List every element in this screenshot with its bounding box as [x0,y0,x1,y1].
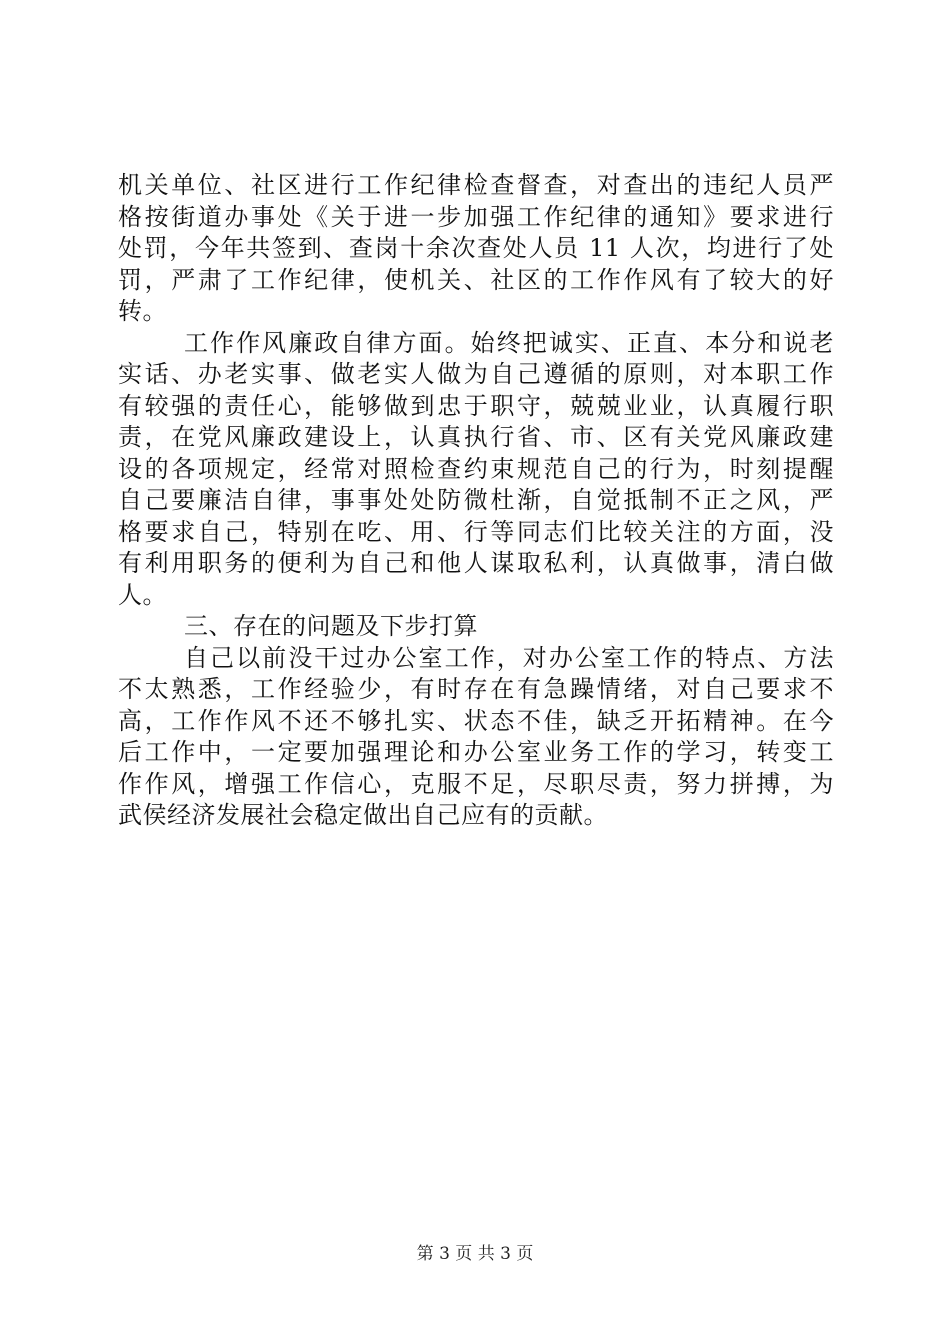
document-body [118,170,834,832]
text-line: 处罚，今年共签到、查岗十余次查处人员 11 人次，均进行了处 [118,234,834,262]
text-line: 后工作中，一定要加强理论和办公室业务工作的学习，转变工 [118,738,834,766]
text-line: 机关单位、社区进行工作纪律检查督查，对查出的违纪人员严 [118,171,834,199]
text-line: 设的各项规定，经常对照检查约束规范自己的行为，时刻提醒 [118,454,834,483]
text-line: 工作作风廉政自律方面。始终把诚实、正直、本分和说老 [184,328,834,357]
text-line: 格要求自己，特别在吃、用、行等同志们比较关注的方面，没 [118,517,834,546]
text-line: 高，工作作风不还不够扎实、状态不佳，缺乏开拓精神。在今 [118,706,834,735]
text-line: 人。 [118,580,167,609]
page-number-footer: 第 3 页 共 3 页 [416,1244,534,1264]
text-line: 罚，严肃了工作纪律，使机关、社区的工作作风有了较大的好 [118,265,834,294]
text-line: 有利用职务的便利为自己和他人谋取私利，认真做事，清白做 [118,549,834,577]
section-heading [118,611,834,643]
text-line: 作作风，增强工作信心，克服不足，尽职尽责，努力拼搏，为 [118,769,834,798]
text-line: 不太熟悉，工作经验少，有时存在有急躁情绪，对自己要求不 [118,675,834,703]
heading-text: 三、存在的问题及下步打算 [184,612,478,640]
text-line: 武侯经济发展社会稳定做出自己应有的贡献。 [118,801,608,829]
paragraph [118,170,834,328]
text-line: 自己以前没干过办公室工作，对办公室工作的特点、方法 [184,643,834,672]
paragraph [118,328,834,612]
text-line: 责，在党风廉政建设上，认真执行省、市、区有关党风廉政建 [118,423,834,451]
text-line: 转。 [118,297,167,325]
text-line: 实话、办老实事、做老实人做为自己遵循的原则，对本职工作 [118,360,834,388]
text-line: 有较强的责任心，能够做到忠于职守，兢兢业业，认真履行职 [118,391,834,420]
text-line: 自己要廉洁自律，事事处处防微杜渐，自觉抵制不正之风，严 [118,486,834,514]
text-line: 格按街道办事处《关于进一步加强工作纪律的通知》要求进行 [118,202,834,231]
paragraph [118,643,834,832]
